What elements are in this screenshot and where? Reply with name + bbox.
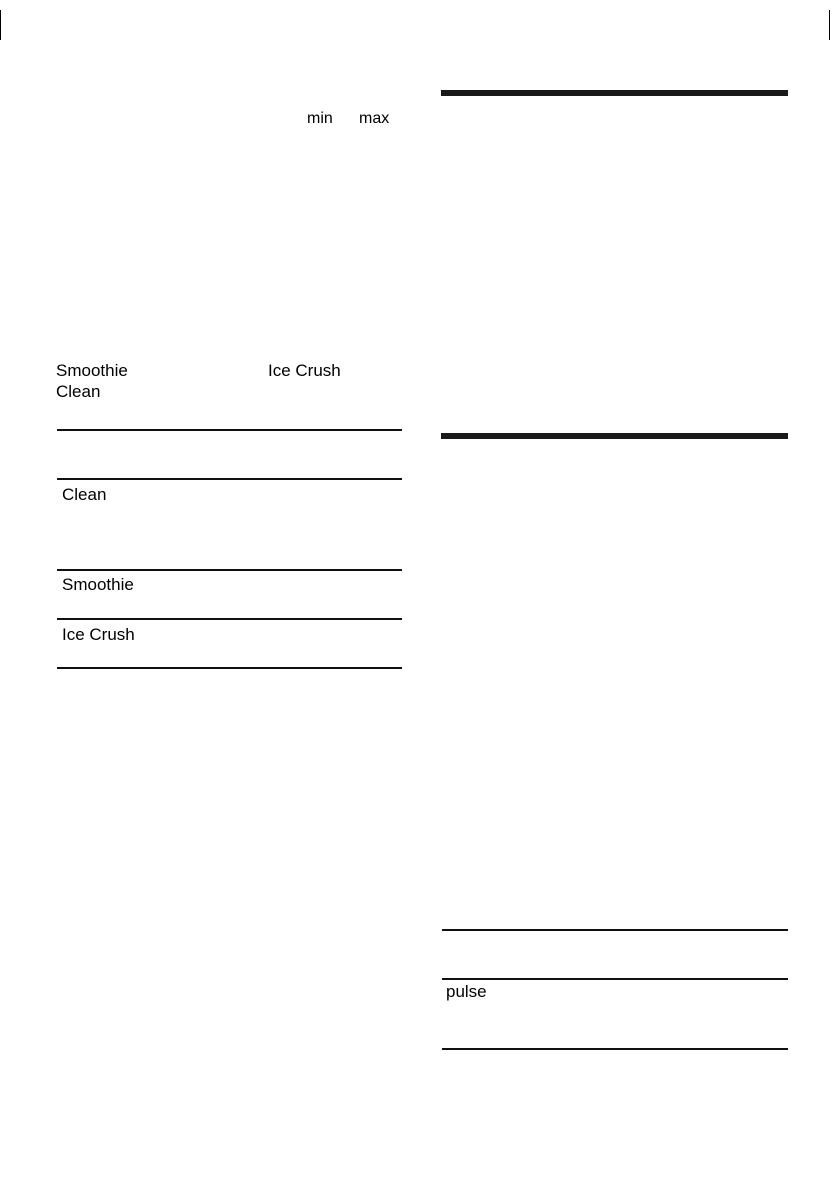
program-label-ice-crush: Ice Crush [268, 361, 341, 380]
table-cell-program: Smoothie [62, 575, 134, 594]
table-cell-program: Clean [62, 485, 107, 504]
fill-level-max-label: max [359, 110, 390, 127]
table-rule-bottom [57, 667, 402, 669]
table-cell-program: Ice Crush [62, 625, 135, 644]
crop-mark-right [829, 10, 830, 40]
table-rule-header [57, 478, 402, 480]
section-divider [441, 90, 788, 96]
table-rule-top [57, 429, 402, 431]
table-rule-row [57, 569, 402, 571]
fill-level-min-label: min [307, 110, 333, 127]
program-label-smoothie: Smoothie [56, 361, 128, 380]
table-cell-setting: pulse [446, 982, 487, 1001]
program-label-clean: Clean [56, 382, 101, 401]
table-rule-header [442, 978, 788, 980]
section-divider [441, 433, 788, 439]
table-rule-bottom [442, 1048, 788, 1050]
table-rule-top [442, 929, 788, 931]
table-rule-row [57, 618, 402, 620]
crop-mark-left [0, 10, 1, 40]
